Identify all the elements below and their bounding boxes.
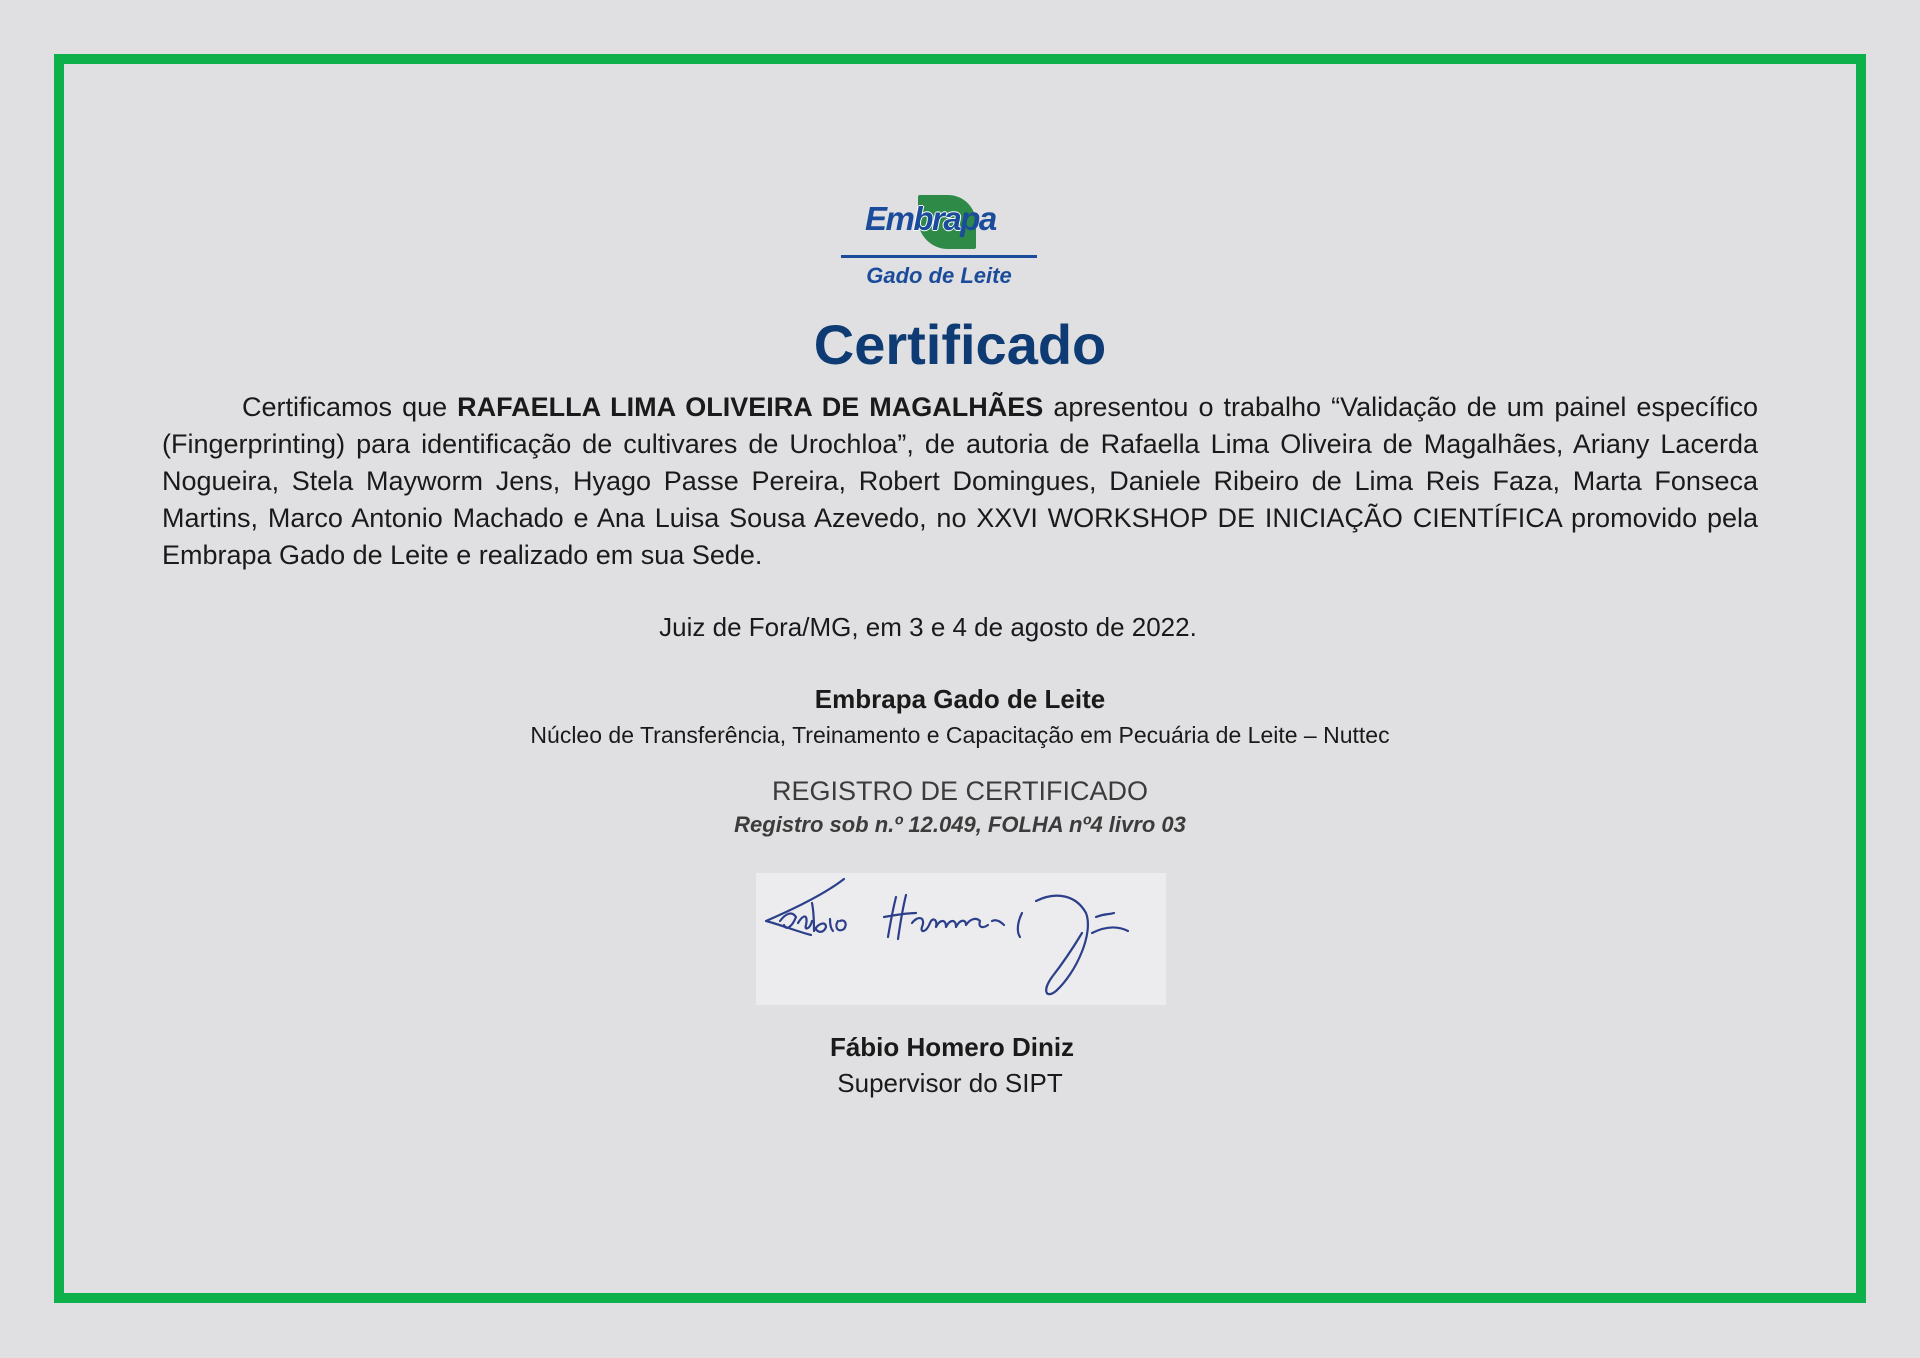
signature bbox=[756, 873, 1166, 1005]
certificate-body bbox=[162, 389, 1758, 574]
signer-name: Fábio Homero Diniz bbox=[829, 1032, 1075, 1062]
signature-icon bbox=[756, 873, 1166, 1005]
registry-title: REGISTRO DE CERTIFICADO bbox=[771, 776, 1149, 806]
embrapa-logo bbox=[838, 190, 1040, 292]
logo-wordmark-prefix: Em bbox=[865, 200, 914, 237]
logo-wordmark bbox=[865, 200, 996, 238]
body-intro: Certificamos que bbox=[242, 392, 458, 422]
recipient-name: RAFAELLA LIMA OLIVEIRA DE MAGALHÃES bbox=[457, 392, 1044, 422]
signer-role: Supervisor do SIPT bbox=[837, 1068, 1063, 1098]
certificate-title: Certificado bbox=[813, 313, 1107, 376]
logo-wordmark-mid: bra bbox=[913, 200, 961, 237]
place-date: Juiz de Fora/MG, em 3 e 4 de agosto de 2022. bbox=[659, 612, 1197, 642]
logo-divider bbox=[841, 255, 1037, 258]
registry-number: Registro sob n.º 12.049, FOLHA nº4 livro 03 bbox=[734, 812, 1186, 837]
issuing-organization: Embrapa Gado de Leite bbox=[814, 684, 1106, 714]
body-text: apresentou o trabalho “Validação de um painel específico (Fingerprinting) para identificação de cultivares de Urochloa”, de autoria de Rafaella Lima Oliveira de Magalhães, Ariany Lacerda Nogueira, Stela Mayworm Jens, Hyago Passe Pereira, Robert Domingues, Daniele Ribeiro de Lima Reis Faza, Marta Fonseca Martins, Marco Antonio Machado e Ana Luisa Sousa Azevedo, no XXVI WORKSHOP DE INICIAÇÃO CIENTÍFICA promovido pela Embrapa Gado de Leite e realizado em sua Sede. bbox=[162, 392, 1758, 570]
issuing-unit: Núcleo de Transferência, Treinamento e Capacitação em Pecuária de Leite – Nuttec bbox=[530, 722, 1390, 748]
logo-wordmark-suffix: pa bbox=[960, 200, 996, 237]
logo-subtitle: Gado de Leite bbox=[866, 263, 1012, 288]
